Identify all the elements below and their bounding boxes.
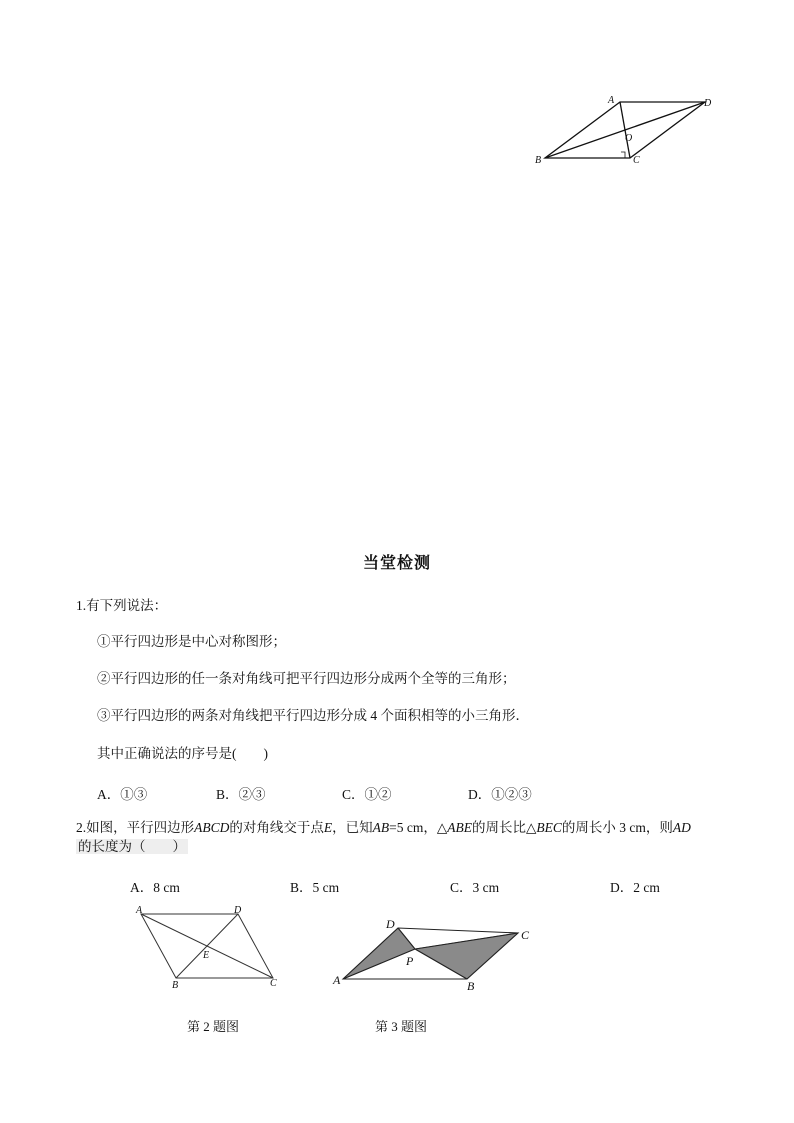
q1-stem: 1.有下列说法： [76, 598, 168, 613]
q2-stem-line2: 的长度为（ ） [78, 839, 186, 854]
q1-option-c: C．①② [342, 787, 392, 802]
shaded-triangle-pbc [415, 933, 518, 979]
shaded-triangles [343, 928, 518, 979]
label-d: D [386, 917, 395, 931]
section-title: 当堂检测 [362, 553, 431, 572]
q2-option-d: D．2 cm [610, 880, 660, 895]
label-p: P [406, 954, 414, 968]
q1-statement-1: ①平行四边形是中心对称图形； [97, 634, 286, 649]
label-c: C [521, 928, 530, 942]
label-a: A [136, 905, 143, 916]
q1-statement-2: ②平行四边形的任一条对角线可把平行四边形分成两个全等的三角形； [97, 671, 516, 686]
q1-option-b: B．②③ [216, 787, 266, 802]
q2-option-a: A．8 cm [130, 880, 180, 895]
q2-figure [125, 902, 290, 994]
diagonal-bd [176, 914, 238, 978]
label-b: B [535, 155, 542, 166]
label-o: O [625, 133, 633, 144]
top-parallelogram-figure [530, 92, 730, 172]
q3-figure [330, 912, 535, 994]
label-c: C [633, 155, 640, 166]
diagonal-bd [545, 102, 705, 158]
q2-figure-caption: 第 2 题图 [187, 1019, 240, 1034]
q1-option-a: A．①③ [97, 787, 148, 802]
q1-question: 其中正确说法的序号是( ) [97, 746, 268, 761]
q2-stem-line1: 2.如图，平行四边形ABCD的对角线交于点E，已知AB=5 cm，△ABE的周长比△BEC的周长小 3 cm，则AD [76, 820, 691, 835]
label-a: A [608, 95, 615, 106]
q1-statement-3: ③平行四边形的两条对角线把平行四边形分成 4 个面积相等的小三角形． [97, 708, 529, 723]
right-angle-mark [621, 152, 625, 158]
q3-figure-caption: 第 3 题图 [375, 1019, 428, 1034]
label-c: C [270, 978, 277, 989]
label-a: A [333, 973, 341, 987]
q1-option-d: D．①②③ [468, 787, 532, 802]
label-d: D [704, 98, 712, 109]
label-b: B [467, 979, 475, 993]
label-d: D [234, 905, 242, 916]
label-e: E [203, 950, 210, 961]
label-b: B [172, 980, 179, 991]
q2-option-b: B．5 cm [290, 880, 340, 895]
q2-option-c: C．3 cm [450, 880, 500, 895]
